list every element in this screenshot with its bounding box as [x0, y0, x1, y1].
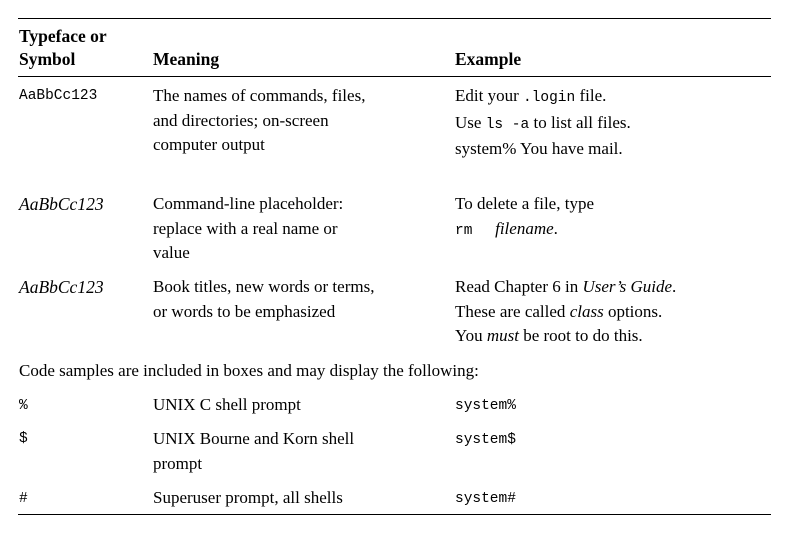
- row1-meaning-line1: The names of commands, files,: [153, 86, 366, 105]
- row1-example-line2: [455, 111, 775, 138]
- row2-meaning: [153, 192, 443, 266]
- row1-typeface: AaBbCc123: [19, 88, 98, 104]
- header-rule: [18, 76, 771, 77]
- emphasized-word: must: [486, 326, 519, 345]
- row2-example: [455, 192, 775, 243]
- top-rule: [18, 18, 771, 19]
- row3-meaning: [153, 275, 443, 324]
- login-filename: .login: [523, 90, 576, 106]
- row1-example-text: to list all files.: [529, 112, 631, 132]
- prompt3-meaning: Superuser prompt, all shells: [153, 488, 343, 507]
- book-title: User’s Guide: [582, 277, 673, 296]
- prompt2-meaning-line2: prompt: [153, 453, 203, 473]
- row2-meaning-line1: Command-line placeholder:: [153, 194, 344, 213]
- row1-example-line3: system% You have mail.: [455, 139, 623, 158]
- row3-example-text: These are called: [455, 301, 570, 321]
- row3-meaning-line2: or words to be emphasized: [153, 301, 336, 321]
- filename-placeholder: filename: [495, 218, 554, 238]
- row2-meaning-line3: value: [153, 243, 190, 262]
- row2-typeface: AaBbCc123: [19, 194, 104, 214]
- prompt1-symbol: %: [19, 398, 28, 414]
- row1-meaning: [153, 84, 443, 158]
- header-meaning: Meaning: [153, 49, 220, 69]
- prompt2-meaning-line1: UNIX Bourne and Korn shell: [153, 429, 355, 448]
- row3-example-text: .: [672, 277, 677, 296]
- prompt1-example: system%: [455, 398, 516, 414]
- row1-example-text: file.: [575, 86, 607, 105]
- row2-example-line2: [455, 217, 775, 244]
- row2-example-period: .: [553, 218, 558, 238]
- prompt2-meaning: [153, 427, 443, 476]
- code-samples-note: Code samples are included in boxes and may display the following:: [19, 361, 479, 380]
- row2-meaning-line2: replace with a real name or: [153, 218, 338, 238]
- row3-example-line3: [455, 324, 775, 349]
- header-typeface-symbol: [19, 25, 147, 71]
- prompt2-example: system$: [455, 432, 516, 448]
- header-typeface-line1: Typeface or: [19, 26, 107, 46]
- prompt2-symbol: $: [19, 431, 28, 447]
- row3-example-line1: [455, 275, 775, 300]
- prompt3-symbol: #: [19, 491, 28, 507]
- row1-meaning-line2: and directories; on-screen: [153, 110, 329, 130]
- row1-example-text: Use: [455, 112, 486, 132]
- ls-command: ls -a: [485, 116, 530, 133]
- rm-command: rm: [455, 222, 482, 239]
- row3-example: [455, 275, 775, 349]
- row1-meaning-line3: computer output: [153, 135, 265, 154]
- header-typeface-line2: Symbol: [19, 49, 76, 69]
- row2-example-line1: To delete a file, type: [455, 194, 594, 213]
- row3-example-text: options.: [603, 301, 663, 321]
- row1-example: [455, 84, 775, 162]
- row3-typeface: AaBbCc123: [19, 277, 104, 297]
- header-example: Example: [455, 49, 522, 69]
- emphasized-term: class: [569, 301, 604, 321]
- row3-example-text: You: [455, 326, 487, 345]
- row1-example-text: Edit your: [455, 86, 523, 105]
- bottom-rule: [18, 514, 771, 515]
- prompt1-meaning: UNIX C shell prompt: [153, 395, 301, 414]
- prompt3-example: system#: [455, 491, 516, 507]
- row3-example-text: be root to do this.: [518, 326, 643, 345]
- row3-example-text: Read Chapter 6 in: [455, 277, 583, 296]
- row3-example-line2: [455, 300, 775, 325]
- row3-meaning-line1: Book titles, new words or terms,: [153, 277, 375, 296]
- row1-example-line1: [455, 84, 775, 111]
